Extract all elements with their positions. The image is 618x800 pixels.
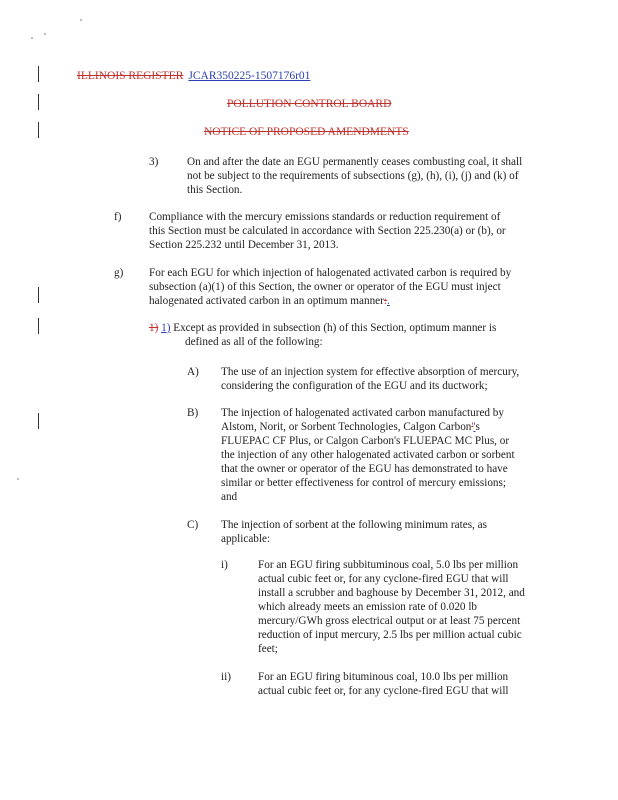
change-bar <box>38 66 39 82</box>
item-3-text: On and after the date an EGU permanently ceases combusting coal, it shall not be subject to the requirements of subsections (g), (h), (i), (j) and (k) of this Section. <box>187 156 523 196</box>
item-A-label: A) <box>187 366 199 378</box>
item-B-label: B) <box>187 407 199 419</box>
item-C-label: C) <box>187 519 199 531</box>
change-bar <box>38 287 39 303</box>
item-f-text: Compliance with the mercury emissions standards or reduction requirement of this Section must be calculated in accordance with Section 225.230(a) or (b), or Section 225.232 until December 31, 2013. <box>149 211 506 251</box>
scan-speck <box>44 33 46 35</box>
register-inserted: JCAR350225-1507176r01 <box>188 70 311 82</box>
item-f-label: f) <box>114 211 122 223</box>
scan-speck <box>80 19 82 21</box>
register-struck: ILLINOIS REGISTER <box>77 70 184 82</box>
g1-label-struck: 1) <box>149 322 159 334</box>
scan-speck <box>17 478 19 480</box>
item-g-label: g) <box>114 267 124 279</box>
change-bar <box>38 122 39 138</box>
item-C-text: The injection of sorbent at the following minimum rates, as applicable: <box>221 519 487 545</box>
item-g-text: For each EGU for which injection of halogenated activated carbon is required by subsection (a)(1) of this Section, the owner or operator of the EGU must inject halogenated activated carbon in an optimum manner:. <box>149 267 512 307</box>
scan-speck <box>31 37 33 39</box>
item-3-label: 3) <box>149 156 159 168</box>
item-i-label: i) <box>221 559 228 571</box>
item-B-text: The injection of halogenated activated carbon manufactured by Alstom, Norit, or Sorbent Technologies, Calgon Carbon''s FLUEPAC CF Plus, or Calgon Carbon's FLUEPAC MC Plus, or the injection of any other halogenated activated carbon or sorbent that the owner or operator of the EGU has demonstrated to have similar or better effectiveness for control of mercury emissions; and <box>221 407 515 503</box>
notice-title: NOTICE OF PROPOSED AMENDMENTS <box>204 126 409 138</box>
change-bar <box>38 94 39 110</box>
change-bar <box>38 318 39 334</box>
register-header <box>77 69 310 83</box>
agency-title: POLLUTION CONTROL BOARD <box>227 98 392 110</box>
item-ii-text: For an EGU firing bituminous coal, 10.0 lbs per million actual cubic feet or, for any cyclone-fired EGU that will <box>258 671 509 697</box>
g1-label-inserted: 1) <box>161 322 171 334</box>
item-A-text: The use of an injection system for effective absorption of mercury, considering the configuration of the EGU and its ductwork; <box>221 366 520 392</box>
item-i-text: For an EGU firing subbituminous coal, 5.0 lbs per million actual cubic feet or, for any cyclone-fired EGU that will install a scrubber and baghouse by December 31, 2012, and which already meets an emission rate of 0.020 lb mercury/GWh gross electrical output or at least 75 percent reduction of input mercury, 2.5 lbs per million actual cubic feet; <box>258 559 525 655</box>
item-ii-label: ii) <box>221 671 231 683</box>
change-bar <box>38 413 39 429</box>
item-g1-text: 1) 1) Except as provided in subsection (h) of this Section, optimum manner is defined as all of the following: <box>149 322 497 348</box>
